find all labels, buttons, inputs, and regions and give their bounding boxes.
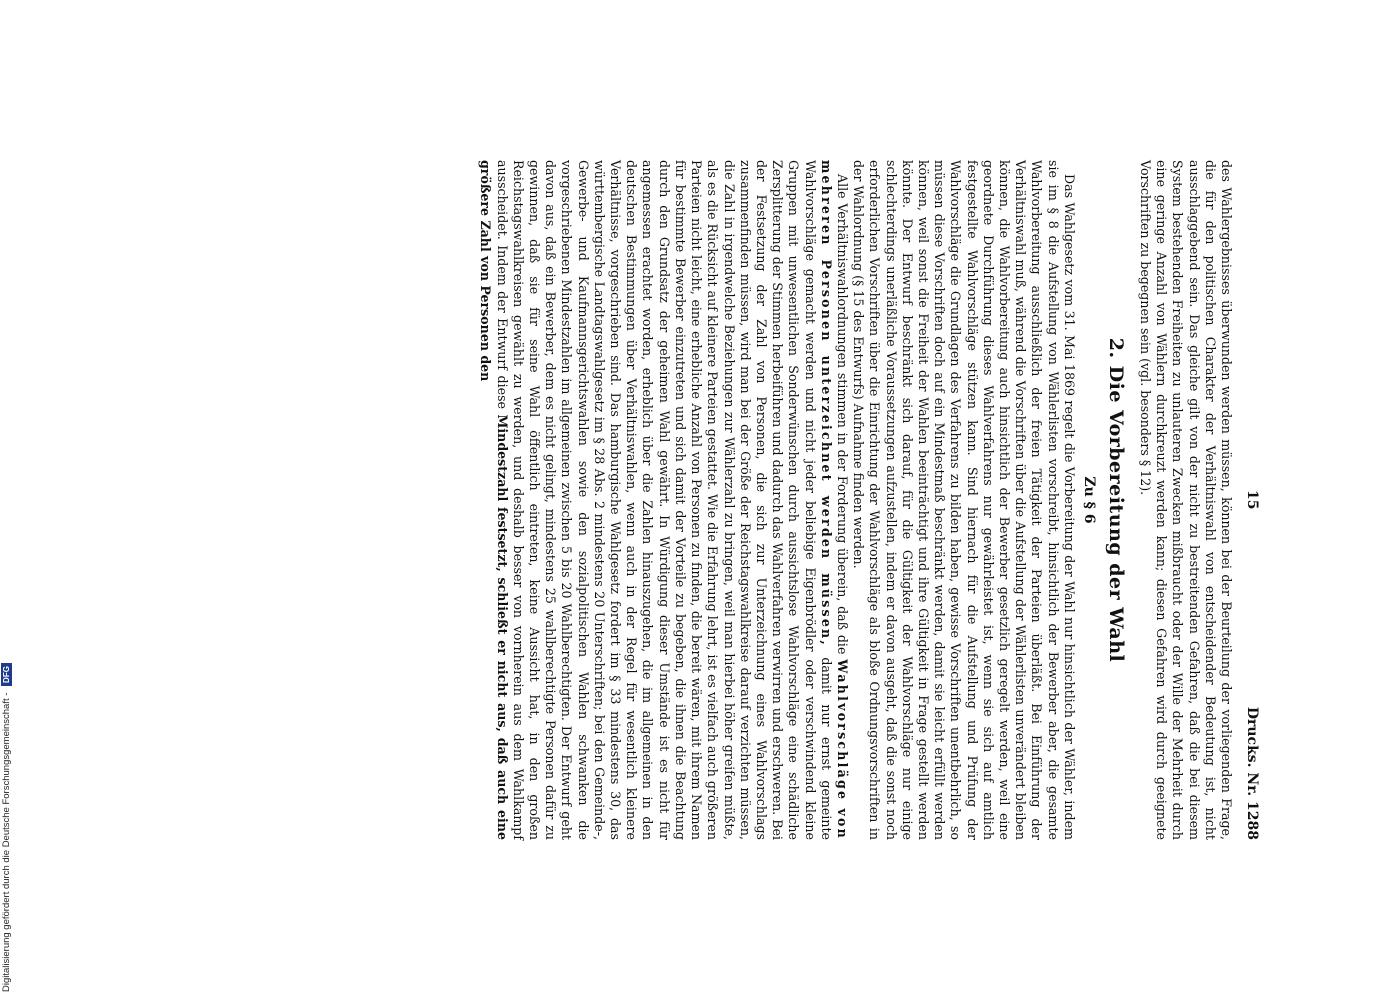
- credit-rotated: [0, 592, 14, 992]
- paragraph-continued: des Wahlergebnisses überwunden werden müssen, können bei der Beurteilung der vorliegenden Frage, die für den politischen Charakter der Verhältniswahl von entscheidender Bedeutung ist, nicht ausschlaggebend sein. Das gleiche gilt von der nicht zu bestreitenden Gefahren, daß die bei diesem System bestehenden Freiheiten zu unlauteren Zwecken mißbraucht oder der Wille der Mehrheit durch eine geringe Anzahl von Wählern durchkreuzt werden kann; diesen Gefahren wird durch geeignete Vorschriften zu begegnen sein (vgl. besonders § 12).: [1137, 160, 1234, 840]
- page-body: [140, 160, 1260, 840]
- paragraph-verhaeltniswahl: [477, 160, 850, 840]
- emphasis-bold: Mindestzahl festsetzt, schließt er nicht aus, daß auch eine größere Zahl von Personen den: [478, 160, 510, 840]
- credit-text: Digitalisierung gefördert durch die Deutsche Forschungsgemeinschaft -: [1, 692, 12, 992]
- paragraph-body: damit nur ernst gemeinte Wahlvorschläge gemacht werden und nicht jeder beliebige Eigenbrödler oder verschwindend kleine Gruppen mit unwesentlichen Sonderwünschen durch aussichtslose Wahlvorschläge eine schädliche Zersplitterung der Stimmen herbeiführen und dadurch das Wahlverfahren verwirren und erschweren. Bei der Festsetzung der Zahl von Personen, die sich zur Unterzeichnung eines Wahlvorschlags zusammenfinden müssen, wird man bei der Größe der Reichstagswahlkreise darauf verzichten müssen, die Zahl in irgendwelche Beziehungen zur Wählerzahl zu bringen, weil man hierbei höher greifen müßte, als es die Rücksicht auf kleinere Parteien gestattet. Wie die Erfahrung lehrt, ist es vielfach auch größeren Parteien nicht leicht, eine erhebliche Anzahl von Personen zu finden, die bereit wären, mit ihrem Namen für bestimmte Bewerber einzutreten und sich damit der Vorteile zu begeben, die ihnen die Beachtung durch den Grundsatz der geheimen Wahl gewährt. In Würdigung dieser Umstände ist es nicht für angemessen erachtet worden, erheblich über die Zahlen hinauszugehen, die im allgemeinen in den deutschen Bestimmungen über Verhältniswahlen, wenn auch in der Regel für wesentlich kleinere Verhältnisse, vorgeschrieben sind. Das hamburgische Wahlgesetz fordert im § 33 mindestens 30, das württembergische Landtagswahlgesetz im § 28 Abs. 2 mindestens 20 Unterschriften; bei den Gemeinde-, Gewerbe- und Kaufmannsgerichtswahlen sowie den sozialpolitischen Wahlen schwanken die vorgeschriebenen Mindestzahlen im allgemeinen zwischen 5 bis 20 Wahlberechtigten. Der Entwurf geht davon aus, daß ein Bewerber, dem es nicht gelingt, mindestens 25 wahlberechtigte Personen dafür zu gewinnen, daß sie für seine Wahl öffentlich eintreten, keine Aussicht hat, in den großen Reichstagswahlkreisen gewählt zu werden, und deshalb besser von vornherein aus dem Wahlkampf ausscheidet. Indem der Entwurf diese: [494, 160, 834, 840]
- digitization-credit: [0, 592, 14, 992]
- page-number: 15: [1244, 490, 1260, 510]
- paragraph-lead: Alle Verhältniswahlordnungen stimmen in der Forderung überein, daß die: [834, 174, 850, 655]
- dfg-logo: DFG: [1, 663, 12, 686]
- drucksache-number: Drucks. Nr. 1288: [1244, 706, 1260, 840]
- page-header: [1234, 160, 1260, 840]
- page-rotated-content: [140, 150, 1260, 850]
- emphasis-spaced: Wahlvorschläge von mehreren Personen unterzeichnet werden müssen,: [818, 160, 850, 840]
- paragraph-wahlgesetz: Das Wahlgesetz vom 31. Mai 1869 regelt die Vorbereitung der Wahl nur hinsichtlich der Wähler, indem sie im § 8 die Aufstellung von Wählerlisten vorschreibt, hinsichtlich der Bewerber aber, die gesamte Wahlvorbereitung ausschließlich der freien Tätigkeit der Parteien überläßt. Bei Einführung der Verhältniswahl muß, während die Vorschriften über die Aufstellung der Wählerlisten unverändert bleiben können, die Wahlvorbereitung auch hinsichtlich der Bewerber gesetzlich geregelt werden, weil eine geordnete Durchführung dieses Wahlverfahrens nur gewährleistet ist, wenn sie sich auf amtlich festgestellte Wahlvorschläge stützen kann. Sind hiernach für die Aufstellung und Prüfung der Wahlvorschläge die Grundlagen des Verfahrens zu bilden haben, gewisse Vorschriften unentbehrlich, so müssen diese Vorschriften doch auf ein Mindestmaß beschränkt werden, damit sie leicht erfüllt werden können, weil sonst die Freiheit der Wahlen beeinträchtigt und ihre Gültigkeit in Frage gestellt werden könnte. Der Entwurf beschränkt sich darauf, für die Gültigkeit der Wahlvorschläge nur einige schlechterdings unerläßliche Voraussetzungen aufzustellen, indem er davon ausgeht, daß die sonst noch erforderlichen Vorschriften über die Einrichtung der Wahlvorschläge als bloße Ordnungsvorschriften in der Wahlordnung (§ 15 des Entwurfs) Aufnahme finden werden.: [851, 160, 1077, 840]
- document-page: [140, 150, 1260, 850]
- subsection-title: Zu § 6: [1080, 476, 1097, 524]
- section-title: 2. Die Vorbereitung der Wahl: [1104, 337, 1127, 663]
